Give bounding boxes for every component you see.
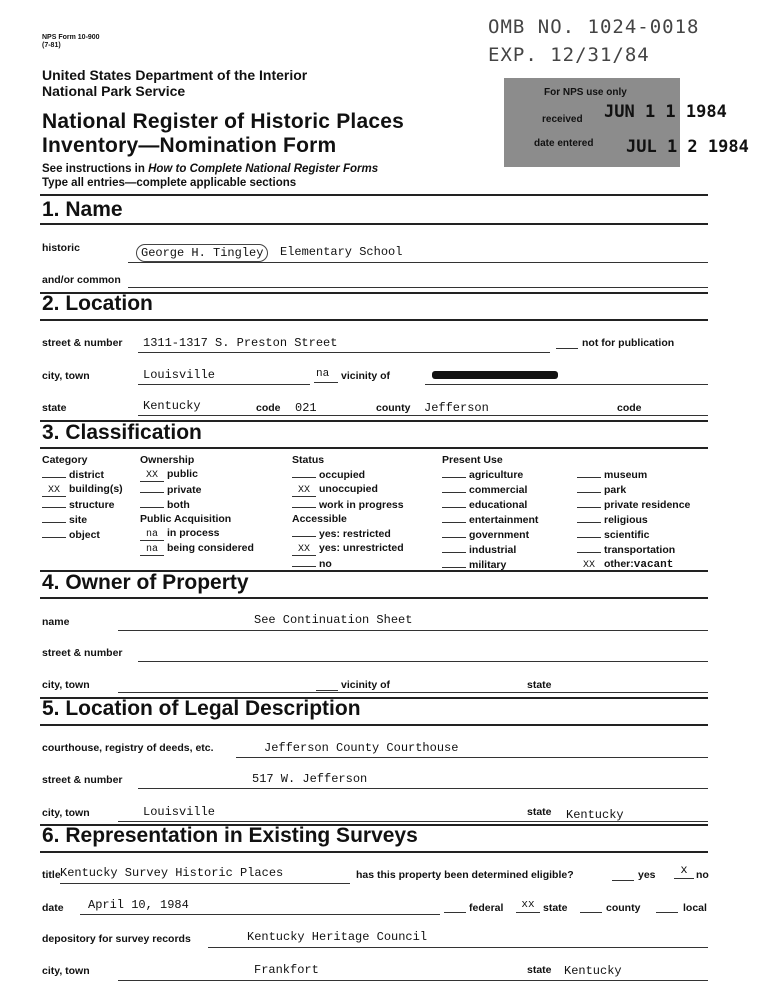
- use-industrial[interactable]: [442, 542, 538, 557]
- checkbox-line: [556, 348, 578, 349]
- check-mark[interactable]: na: [140, 545, 164, 556]
- eligible-yes-label[interactable]: yes: [638, 869, 656, 881]
- option-label: public: [167, 468, 198, 480]
- city-town-value[interactable]: Louisville: [143, 368, 216, 382]
- depository-city-label: city, town: [42, 965, 90, 977]
- common-name-label: and/or common: [42, 274, 121, 286]
- courthouse-label: courthouse, registry of deeds, etc.: [42, 742, 214, 754]
- check-mark[interactable]: [292, 526, 316, 537]
- historic-name-circled[interactable]: George H. Tingley: [136, 244, 268, 262]
- section-2-title: 2. Location: [42, 292, 153, 315]
- present-use-column-1: [442, 453, 538, 572]
- option-label: transportation: [604, 544, 676, 556]
- check-mark[interactable]: [577, 542, 601, 553]
- depository-state-value[interactable]: Kentucky: [564, 964, 622, 978]
- option-label: unoccupied: [319, 483, 378, 495]
- section-4-title: 4. Owner of Property: [42, 571, 249, 594]
- ownership-column: [140, 453, 254, 556]
- category-structure[interactable]: [42, 497, 123, 512]
- check-mark[interactable]: [442, 542, 466, 553]
- street-number-value[interactable]: 1311-1317 S. Preston Street: [143, 336, 338, 350]
- form-date: (7-81): [42, 42, 61, 49]
- survey-state-mark[interactable]: xx: [516, 898, 540, 913]
- option-label: religious: [604, 514, 648, 526]
- courthouse-value[interactable]: Jefferson County Courthouse: [264, 741, 459, 755]
- category-column: [42, 453, 123, 542]
- legal-city-value[interactable]: Louisville: [143, 805, 216, 819]
- option-label: being considered: [167, 542, 254, 554]
- department-name: United States Department of the Interior: [42, 67, 308, 83]
- legal-street-label: street & number: [42, 774, 123, 786]
- status-unoccupied[interactable]: [292, 482, 404, 497]
- option-label: occupied: [319, 469, 366, 481]
- legal-city-label: city, town: [42, 807, 90, 819]
- acquisition-being-considered[interactable]: [140, 541, 254, 556]
- option-label: other:: [604, 558, 634, 570]
- legal-state-label: state: [527, 806, 552, 818]
- check-mark[interactable]: XX: [292, 545, 316, 556]
- field-underline: [118, 630, 708, 631]
- option-label: industrial: [469, 544, 517, 556]
- status-occupied[interactable]: [292, 467, 404, 482]
- check-mark[interactable]: [442, 467, 466, 478]
- check-mark[interactable]: [442, 497, 466, 508]
- check-mark[interactable]: [442, 482, 466, 493]
- option-label: educational: [469, 499, 528, 511]
- owner-name-label: name: [42, 616, 70, 628]
- field-underline: [138, 352, 550, 353]
- field-underline: [80, 914, 440, 915]
- historic-label: historic: [42, 242, 80, 254]
- section-5-title: 5. Location of Legal Description: [42, 697, 361, 720]
- use-park[interactable]: [577, 482, 690, 497]
- section-rule: [40, 851, 708, 853]
- depository-value[interactable]: Kentucky Heritage Council: [247, 930, 428, 944]
- option-label: private residence: [604, 499, 691, 511]
- section-rule: [40, 447, 708, 449]
- instructions-prefix: See instructions in: [42, 163, 149, 175]
- use-entertainment[interactable]: [442, 512, 538, 527]
- depository-city-value[interactable]: Frankfort: [254, 963, 319, 977]
- check-mark[interactable]: [140, 482, 164, 493]
- checkbox-line: [314, 382, 338, 383]
- stamp-entered-date: JUL 1 2 1984: [626, 137, 749, 157]
- county-value[interactable]: Jefferson: [424, 401, 489, 415]
- option-label: commercial: [469, 484, 528, 496]
- option-label: work in progress: [319, 499, 404, 511]
- status-heading: Status: [292, 454, 325, 466]
- category-heading: Category: [42, 454, 88, 466]
- use-agriculture[interactable]: [442, 467, 538, 482]
- survey-title-value[interactable]: Kentucky Survey Historic Places: [60, 866, 284, 880]
- use-religious[interactable]: [577, 512, 690, 527]
- legal-street-value[interactable]: 517 W. Jefferson: [252, 772, 368, 786]
- legal-state-value[interactable]: Kentucky: [566, 808, 624, 822]
- owner-street-label: street & number: [42, 647, 123, 659]
- section-rule: [40, 223, 708, 225]
- option-label: district: [69, 469, 105, 481]
- instructions-title: How to Complete National Register Forms: [148, 163, 379, 175]
- acquisition-heading: Public Acquisition: [140, 513, 232, 525]
- redaction-mark: [432, 371, 558, 379]
- accessible-no[interactable]: [292, 556, 404, 571]
- stamp-entered-label: date entered: [534, 138, 594, 149]
- check-mark[interactable]: [442, 527, 466, 538]
- instructions-line2: Type all entries—complete applicable sections: [42, 177, 297, 189]
- category-object[interactable]: [42, 527, 123, 542]
- option-label: both: [167, 499, 190, 511]
- check-mark[interactable]: [442, 512, 466, 523]
- checkbox-line: [656, 912, 678, 913]
- option-label: museum: [604, 469, 648, 481]
- field-underline: [128, 262, 708, 263]
- use-transportation[interactable]: [577, 542, 690, 557]
- use-commercial[interactable]: [442, 482, 538, 497]
- section-3-title: 3. Classification: [42, 421, 202, 444]
- use-scientific[interactable]: [577, 527, 690, 542]
- field-underline: [60, 883, 350, 884]
- survey-federal-label[interactable]: federal: [469, 902, 504, 914]
- field-underline: [138, 415, 708, 416]
- check-mark[interactable]: [42, 512, 66, 523]
- street-number-label: street & number: [42, 337, 123, 349]
- field-underline: [118, 692, 708, 693]
- owner-name-value[interactable]: See Continuation Sheet: [254, 613, 413, 627]
- checkbox-line: [444, 912, 466, 913]
- acquisition-in-process[interactable]: [140, 526, 254, 541]
- status-work-in-progress[interactable]: [292, 497, 404, 512]
- check-mark[interactable]: [442, 557, 466, 568]
- instructions-line1: [42, 163, 378, 176]
- ownership-heading: Ownership: [140, 454, 195, 466]
- present-use-column-2: [577, 467, 690, 572]
- section-6-title: 6. Representation in Existing Surveys: [42, 824, 418, 847]
- survey-county-label[interactable]: county: [606, 902, 641, 914]
- option-label: scientific: [604, 529, 650, 541]
- vicinity-value[interactable]: na: [316, 368, 330, 380]
- field-underline: [118, 821, 708, 822]
- ownership-public[interactable]: [140, 467, 254, 482]
- survey-state-label[interactable]: state: [543, 902, 568, 914]
- option-label: in process: [167, 527, 220, 539]
- stamp-header: For NPS use only: [544, 87, 627, 98]
- option-label: structure: [69, 499, 115, 511]
- check-mark[interactable]: [292, 467, 316, 478]
- section-1-title: 1. Name: [42, 198, 123, 221]
- check-mark[interactable]: [140, 497, 164, 508]
- county-code-label: code: [617, 402, 642, 414]
- check-mark[interactable]: [42, 467, 66, 478]
- survey-date-label: date: [42, 902, 64, 914]
- option-label: no: [319, 558, 332, 570]
- check-mark[interactable]: [292, 556, 316, 567]
- check-mark[interactable]: XX: [292, 486, 316, 497]
- option-label: private: [167, 484, 202, 496]
- form-title-line2: Inventory—Nomination Form: [42, 134, 337, 157]
- check-mark[interactable]: [577, 527, 601, 538]
- checkbox-line: [612, 880, 634, 881]
- check-mark[interactable]: [577, 497, 601, 508]
- field-underline: [208, 947, 708, 948]
- check-mark[interactable]: [292, 497, 316, 508]
- code-value[interactable]: 021: [295, 401, 317, 415]
- field-underline: [425, 384, 708, 385]
- category-buildings[interactable]: [42, 482, 123, 497]
- accessible-heading: Accessible: [292, 513, 347, 525]
- check-mark[interactable]: [577, 467, 601, 478]
- check-mark[interactable]: XX: [140, 471, 164, 482]
- form-number: NPS Form 10-900: [42, 34, 100, 41]
- omb-number: OMB NO. 1024-0018: [488, 16, 700, 38]
- checkbox-line: [316, 690, 338, 691]
- field-underline: [128, 287, 708, 288]
- category-district[interactable]: [42, 467, 123, 482]
- accessible-restricted[interactable]: [292, 526, 404, 541]
- status-column: [292, 453, 404, 571]
- check-mark[interactable]: [577, 512, 601, 523]
- option-label: object: [69, 529, 100, 541]
- check-mark[interactable]: na: [140, 530, 164, 541]
- option-label: yes: restricted: [319, 528, 391, 540]
- city-town-label: city, town: [42, 370, 90, 382]
- use-educational[interactable]: [442, 497, 538, 512]
- owner-vicinity-label: vicinity of: [341, 679, 391, 691]
- state-value[interactable]: Kentucky: [143, 399, 201, 413]
- option-label: agriculture: [469, 469, 524, 481]
- checkbox-line: [580, 912, 602, 913]
- field-underline: [236, 757, 708, 758]
- field-underline: [118, 980, 708, 981]
- owner-state-label: state: [527, 679, 552, 691]
- check-mark[interactable]: [42, 497, 66, 508]
- eligible-no-mark[interactable]: x: [674, 863, 694, 879]
- stamp-received-label: received: [542, 114, 583, 125]
- omb-expiration: EXP. 12/31/84: [488, 44, 650, 66]
- check-mark[interactable]: XX: [42, 486, 66, 497]
- ownership-private[interactable]: [140, 482, 254, 497]
- vicinity-label: vicinity of: [341, 370, 391, 382]
- depository-label: depository for survey records: [42, 933, 191, 945]
- option-label: site: [69, 514, 88, 526]
- use-government[interactable]: [442, 527, 538, 542]
- eligibility-question: has this property been determined eligible?: [356, 869, 574, 881]
- option-label: yes: unrestricted: [319, 542, 404, 554]
- historic-name-rest[interactable]: Elementary School: [280, 245, 403, 259]
- owner-city-label: city, town: [42, 679, 90, 691]
- present-use-heading: Present Use: [442, 454, 503, 466]
- code-label: code: [256, 402, 281, 414]
- form-title-line1: National Register of Historic Places: [42, 110, 404, 133]
- not-for-publication-label[interactable]: not for publication: [582, 337, 675, 349]
- option-label: entertainment: [469, 514, 539, 526]
- accessible-unrestricted[interactable]: [292, 541, 404, 556]
- depository-state-label: state: [527, 964, 552, 976]
- check-mark[interactable]: [42, 527, 66, 538]
- section-rule: [40, 194, 708, 196]
- other-use-value[interactable]: vacant: [633, 559, 674, 571]
- use-private-residence[interactable]: [577, 497, 690, 512]
- section-rule: [40, 724, 708, 726]
- survey-local-label[interactable]: local: [683, 902, 707, 914]
- section-rule: [40, 319, 708, 321]
- survey-title-label: title: [42, 869, 61, 881]
- option-label: military: [469, 559, 507, 571]
- field-underline: [138, 788, 708, 789]
- field-underline: [138, 384, 310, 385]
- eligible-no-label[interactable]: no: [696, 869, 709, 881]
- section-rule: [40, 597, 708, 599]
- field-underline: [138, 661, 708, 662]
- option-label: government: [469, 529, 530, 541]
- use-museum[interactable]: [577, 467, 690, 482]
- state-label: state: [42, 402, 67, 414]
- check-mark[interactable]: [577, 482, 601, 493]
- ownership-both[interactable]: [140, 497, 254, 512]
- check-mark[interactable]: XX: [577, 561, 601, 572]
- option-label: park: [604, 484, 627, 496]
- option-label: building(s): [69, 483, 123, 495]
- service-name: National Park Service: [42, 83, 186, 99]
- category-site[interactable]: [42, 512, 123, 527]
- survey-date-value[interactable]: April 10, 1984: [88, 898, 189, 912]
- county-label: county: [376, 402, 411, 414]
- stamp-received-date: JUN 1 1 1984: [604, 102, 727, 122]
